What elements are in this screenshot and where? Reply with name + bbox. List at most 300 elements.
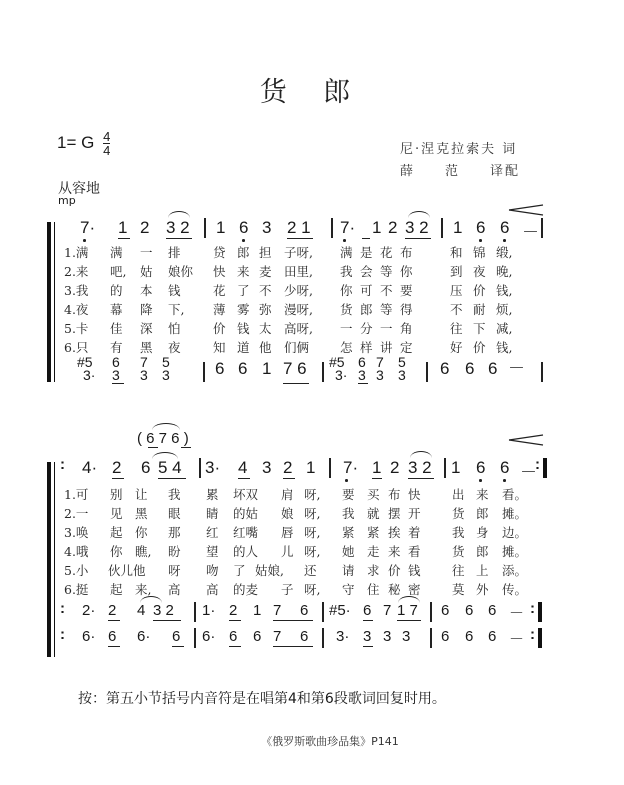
- lyric: 缎,: [496, 245, 513, 260]
- lyric: 会: [360, 264, 373, 279]
- repeat-start-icon: :: [60, 626, 65, 643]
- lyric: 不: [450, 302, 463, 317]
- translator-credit: 薛 范 译配: [400, 164, 521, 179]
- bar-line: [444, 458, 446, 478]
- repeat-start-icon: :: [60, 456, 65, 473]
- lyric: 下: [473, 321, 486, 336]
- eighth-beam: [397, 620, 421, 621]
- note: 1 7: [397, 602, 418, 619]
- lyric: 看。: [502, 487, 528, 502]
- bar-line: [331, 218, 333, 238]
- lyric: 守: [342, 582, 355, 597]
- final-bar-line: [538, 628, 542, 648]
- bar-line: [426, 362, 428, 382]
- lyric: 们俩: [284, 340, 310, 355]
- bar-line: [541, 362, 543, 382]
- eighth-beam: [172, 646, 184, 647]
- bar-line: [430, 602, 432, 622]
- lyric: 挨: [388, 525, 401, 540]
- melody-row-2: [0, 458, 624, 480]
- lyric: 买: [367, 487, 380, 502]
- bar-line: [194, 628, 196, 648]
- lyric: 着: [408, 525, 421, 540]
- note: 6: [500, 458, 510, 477]
- lyric: 4.哦: [64, 544, 89, 559]
- lyric: 就: [367, 506, 380, 521]
- lyric: 等: [380, 264, 393, 279]
- lyric: 样: [360, 340, 373, 355]
- lyric: 烦,: [496, 302, 513, 317]
- note: 7·: [340, 218, 356, 237]
- lyric: 好: [450, 340, 463, 355]
- note: 1: [372, 218, 382, 237]
- lyric: 呀,: [304, 506, 321, 521]
- low-octave-dot: [503, 479, 506, 482]
- lyric: 贷: [213, 245, 226, 260]
- lyric: 来,: [135, 582, 152, 597]
- eighth-beam: [283, 478, 295, 479]
- note: 1: [306, 458, 316, 477]
- note: 1·: [202, 602, 216, 619]
- lyric: 还: [304, 563, 317, 578]
- note: －: [509, 605, 525, 622]
- note: 3: [112, 367, 120, 383]
- lyric: 添。: [502, 563, 528, 578]
- note: 6: [488, 602, 497, 619]
- lyric: 让: [135, 487, 148, 502]
- note: 3 2: [408, 458, 432, 477]
- low-octave-dot: [479, 239, 482, 242]
- bar-line: [322, 628, 324, 648]
- note: 5: [162, 354, 170, 370]
- lyric: 怎: [340, 340, 353, 355]
- lyric: 望: [206, 544, 219, 559]
- note: 3: [162, 367, 170, 383]
- note: 2: [108, 602, 117, 619]
- low-octave-dot: [345, 479, 348, 482]
- note: 2 1: [287, 218, 311, 237]
- slur: [168, 211, 190, 218]
- lyric: 要: [400, 283, 413, 298]
- note: 6: [488, 359, 498, 378]
- repeat-end-icon: :: [535, 456, 540, 473]
- note: 1: [253, 602, 262, 619]
- melody-row-1: [0, 218, 624, 240]
- note: 3: [376, 367, 384, 383]
- bar-line: [329, 458, 331, 478]
- note: 3 2: [153, 602, 174, 619]
- lyric: 有: [110, 340, 123, 355]
- crescendo-hairpin-icon: [508, 434, 544, 446]
- lyric: 累: [206, 487, 219, 502]
- note: 6: [253, 628, 262, 645]
- lyric: 的: [110, 283, 123, 298]
- note: 7 6: [283, 359, 307, 378]
- eighth-beam: [118, 238, 130, 239]
- bar-line: [204, 218, 206, 238]
- note: 2: [390, 458, 400, 477]
- lyric: 钱: [168, 283, 181, 298]
- lyric: 降: [140, 302, 153, 317]
- lyric: 娘你: [168, 264, 194, 279]
- lyric: 3.我: [64, 283, 89, 298]
- lyric: 麦: [259, 264, 272, 279]
- eighth-beam: [273, 620, 313, 621]
- note: 6: [476, 218, 486, 237]
- lyric: 我: [340, 264, 353, 279]
- note: 3 2: [405, 218, 429, 237]
- eighth-beam: [273, 646, 313, 647]
- lyric: 布: [400, 245, 413, 260]
- eighth-beam: [166, 238, 192, 239]
- lyric: 4.夜: [64, 302, 89, 317]
- alternate-notes: ( 6 7 6 ): [137, 430, 189, 447]
- lyric: 呀: [168, 563, 181, 578]
- lyric: 价: [473, 340, 486, 355]
- lyric: 快: [213, 264, 226, 279]
- eighth-beam: [181, 447, 191, 448]
- lyric: 雾: [237, 302, 250, 317]
- low-octave-dot: [343, 239, 346, 242]
- lyric: 佳: [110, 321, 123, 336]
- lyric: 姑娘,: [255, 563, 284, 578]
- note: 6: [358, 354, 366, 370]
- bar-line: [541, 218, 543, 238]
- note: #5·: [329, 602, 351, 619]
- note: 6: [108, 628, 117, 645]
- lyric: 知: [213, 340, 226, 355]
- note: 1: [453, 218, 463, 237]
- lyric: 下,: [168, 302, 185, 317]
- note: －: [508, 359, 525, 378]
- lyric: 漫呀,: [284, 302, 313, 317]
- eighth-beam: [372, 478, 382, 479]
- lyric: 5.卡: [64, 321, 89, 336]
- lyric: 高呀,: [284, 321, 313, 336]
- note: 7: [273, 628, 282, 645]
- note: 2: [229, 602, 238, 619]
- bar-line: [322, 602, 324, 622]
- lyric: 的麦: [233, 582, 259, 597]
- lyric: 一: [380, 321, 393, 336]
- lyric: 5.小: [64, 563, 89, 578]
- lyric: 上: [476, 563, 489, 578]
- lyric: 别: [110, 487, 123, 502]
- eighth-beam: [238, 478, 250, 479]
- system-bracket-line: [54, 222, 55, 382]
- lyric: 花: [213, 283, 226, 298]
- note: 4·: [82, 458, 98, 477]
- note: 1: [451, 458, 461, 477]
- lyric: 看: [408, 544, 421, 559]
- note: 6: [112, 354, 120, 370]
- note: 2: [283, 458, 293, 477]
- lyric: 儿: [281, 544, 294, 559]
- note: #5: [77, 354, 93, 370]
- note: 5 4: [158, 458, 182, 477]
- note: 6: [300, 628, 309, 645]
- note: 3: [398, 367, 406, 383]
- bar-line: [322, 362, 324, 382]
- lyric: 深: [140, 321, 153, 336]
- lyric: 呀,: [304, 525, 321, 540]
- note: 6: [229, 628, 238, 645]
- note: 3·: [335, 367, 348, 383]
- repeat-end-icon: :: [530, 626, 535, 643]
- lyric: 开: [408, 506, 421, 521]
- note: 6: [488, 628, 497, 645]
- eighth-beam: [283, 383, 309, 384]
- time-signature: [103, 130, 110, 157]
- note: 6·: [137, 628, 151, 645]
- lyric: 来: [388, 544, 401, 559]
- time-denominator: 4: [103, 143, 111, 158]
- note: 3: [358, 367, 366, 383]
- lyric: 见: [110, 506, 123, 521]
- lyric: 2.一: [64, 506, 89, 521]
- eighth-beam: [158, 478, 186, 479]
- note: 6: [363, 602, 372, 619]
- note: 6: [441, 628, 450, 645]
- note: 6: [239, 218, 249, 237]
- song-title: 货 郎: [259, 77, 365, 108]
- lyric: 摊。: [502, 544, 528, 559]
- note: 3 2: [166, 218, 190, 237]
- slur: [398, 596, 420, 603]
- lyric: 货: [340, 302, 353, 317]
- note: 7: [273, 602, 282, 619]
- low-octave-dot: [83, 239, 86, 242]
- lyric: 来: [237, 264, 250, 279]
- lyric: 姑: [140, 264, 153, 279]
- slur: [140, 596, 162, 603]
- lyric: 你: [135, 525, 148, 540]
- lyric: 紧: [342, 525, 355, 540]
- note: 3: [262, 458, 272, 477]
- bar-line: [199, 458, 201, 478]
- lyric: 价: [473, 283, 486, 298]
- lyric: 郎: [360, 302, 373, 317]
- lyric: 钱,: [496, 340, 513, 355]
- note: 6: [141, 458, 151, 477]
- source-citation: 《俄罗斯歌曲珍品集》P141: [261, 735, 399, 748]
- lyric: 出: [452, 487, 465, 502]
- lyric: 起: [110, 582, 123, 597]
- lyric: 3.唤: [64, 525, 89, 540]
- lyric: 起: [110, 525, 123, 540]
- note: 6: [476, 458, 486, 477]
- lyric: 了: [233, 563, 246, 578]
- lyric: 摊。: [502, 506, 528, 521]
- final-bar-line: [543, 458, 547, 478]
- lyric: 吧,: [110, 264, 127, 279]
- note: 6: [172, 628, 181, 645]
- lyric: 盼: [168, 544, 181, 559]
- lyric: 传。: [502, 582, 528, 597]
- lyric: 你: [340, 283, 353, 298]
- note: #5: [329, 354, 345, 370]
- lyric: 你: [400, 264, 413, 279]
- note: 2: [112, 458, 122, 477]
- lyric: 怕: [168, 321, 181, 336]
- lyric: 要: [342, 487, 355, 502]
- lyric: 幕: [110, 302, 123, 317]
- note: －: [520, 463, 537, 482]
- bar-line: [441, 218, 443, 238]
- note: 6: [465, 359, 475, 378]
- lyric: 太: [259, 321, 272, 336]
- note: 6·: [202, 628, 216, 645]
- lyric: 压: [450, 283, 463, 298]
- lyric: 钱,: [496, 283, 513, 298]
- lyric: 2.来: [64, 264, 89, 279]
- lyric: 不: [380, 283, 393, 298]
- lyric: 呀,: [304, 582, 321, 597]
- note: 6: [441, 602, 450, 619]
- note: －: [509, 631, 525, 648]
- lyric: 定: [400, 340, 413, 355]
- lyric: 我: [342, 506, 355, 521]
- lyric: 瞧,: [135, 544, 152, 559]
- lyric: 黑: [135, 506, 148, 521]
- note: 2: [388, 218, 398, 237]
- lyric: 坏双: [233, 487, 259, 502]
- eighth-beam: [363, 646, 373, 647]
- eighth-beam: [229, 646, 241, 647]
- note: 3: [262, 218, 272, 237]
- lyric: 道: [237, 340, 250, 355]
- slur: [152, 423, 180, 430]
- lyric: 秘: [388, 582, 401, 597]
- lyric: 呀,: [304, 487, 321, 502]
- bar-line: [203, 362, 205, 382]
- note: 4: [137, 602, 146, 619]
- lyric: 6.挺: [64, 582, 89, 597]
- lyric: 边。: [502, 525, 528, 540]
- lyric: 6.只: [64, 340, 89, 355]
- note: 7·: [343, 458, 359, 477]
- footnote: 按：第五小节括号内音符是在唱第4和第6段歌词回复时用。: [78, 691, 446, 707]
- lyric: 我: [452, 525, 465, 540]
- lyric: 角: [400, 321, 413, 336]
- note: 7: [140, 354, 148, 370]
- lyricist-credit: 尼·涅克拉索夫 词: [400, 142, 518, 157]
- lyric: 少呀,: [284, 283, 313, 298]
- eighth-beam: [287, 238, 313, 239]
- lyric: 夜: [168, 340, 181, 355]
- lyric: 子: [281, 582, 294, 597]
- lyric: 1.可: [64, 487, 89, 502]
- lyric: 高: [168, 582, 181, 597]
- lyric: 密: [408, 582, 421, 597]
- lyric: 是: [360, 245, 373, 260]
- eighth-beam: [108, 646, 120, 647]
- lyric: 的人: [233, 544, 259, 559]
- lyric: 可: [360, 283, 373, 298]
- eighth-beam: [112, 478, 124, 479]
- lyric: 走: [367, 544, 380, 559]
- note: 2·: [82, 602, 96, 619]
- eighth-beam: [362, 238, 370, 239]
- lyric: 伙儿他: [108, 563, 146, 578]
- note: －: [522, 223, 539, 242]
- note: 7·: [80, 218, 96, 237]
- note: 2: [140, 218, 150, 237]
- lyric: 外: [476, 582, 489, 597]
- note: 3·: [83, 367, 96, 383]
- note: 5: [398, 354, 406, 370]
- eighth-beam: [229, 620, 241, 621]
- lyric: 分: [360, 321, 373, 336]
- lyric: 和: [450, 245, 463, 260]
- lyric: 花: [380, 245, 393, 260]
- lyric: 娘: [281, 506, 294, 521]
- note: 1: [118, 218, 128, 237]
- note: 6: [238, 359, 248, 378]
- eighth-beam: [148, 447, 158, 448]
- key-signature: [57, 130, 110, 157]
- eighth-beam: [405, 238, 431, 239]
- lyric: 钱: [408, 563, 421, 578]
- lyric: 眼: [168, 506, 181, 521]
- note: 3·: [336, 628, 350, 645]
- lyric: 睛: [206, 506, 219, 521]
- lyric: 耐: [473, 302, 486, 317]
- note: 6: [465, 602, 474, 619]
- lyric: 郎: [476, 544, 489, 559]
- lyric: 郎: [476, 506, 489, 521]
- lyric: 的姑: [233, 506, 259, 521]
- lyric: 身: [476, 525, 489, 540]
- slur: [410, 451, 432, 458]
- lyric: 货: [452, 544, 465, 559]
- eighth-beam: [358, 383, 368, 384]
- lyric: 弥: [259, 302, 272, 317]
- note: 6: [300, 602, 309, 619]
- lyric: 钱: [237, 321, 250, 336]
- crescendo-hairpin-icon: [508, 204, 544, 216]
- note: 7: [376, 354, 384, 370]
- lyric: 1.满: [64, 245, 89, 260]
- lyric: 我: [168, 487, 181, 502]
- note: 3: [140, 367, 148, 383]
- time-numerator: 4: [103, 129, 111, 144]
- low-octave-dot: [242, 239, 245, 242]
- lyric: 货: [452, 506, 465, 521]
- lyric: 红: [206, 525, 219, 540]
- lyric: 满: [340, 245, 353, 260]
- lyric: 本: [140, 283, 153, 298]
- lyric: 晚,: [496, 264, 513, 279]
- dynamic-marking: mp: [58, 194, 76, 207]
- note: 1: [262, 359, 272, 378]
- lyric: 呀,: [304, 544, 321, 559]
- eighth-beam: [108, 620, 120, 621]
- lyric: 不: [259, 283, 272, 298]
- eighth-beam: [112, 383, 124, 384]
- lyric: 肩: [281, 487, 294, 502]
- note: 6: [465, 628, 474, 645]
- lyric: 那: [168, 525, 181, 540]
- lyric: 她: [342, 544, 355, 559]
- lyric: 担: [259, 245, 272, 260]
- lyric: 你: [110, 544, 123, 559]
- lyric: 往: [452, 563, 465, 578]
- final-bar-line: [538, 602, 542, 622]
- lyric: 锦: [473, 245, 486, 260]
- lyric: 他: [259, 340, 272, 355]
- lyric: 高: [206, 582, 219, 597]
